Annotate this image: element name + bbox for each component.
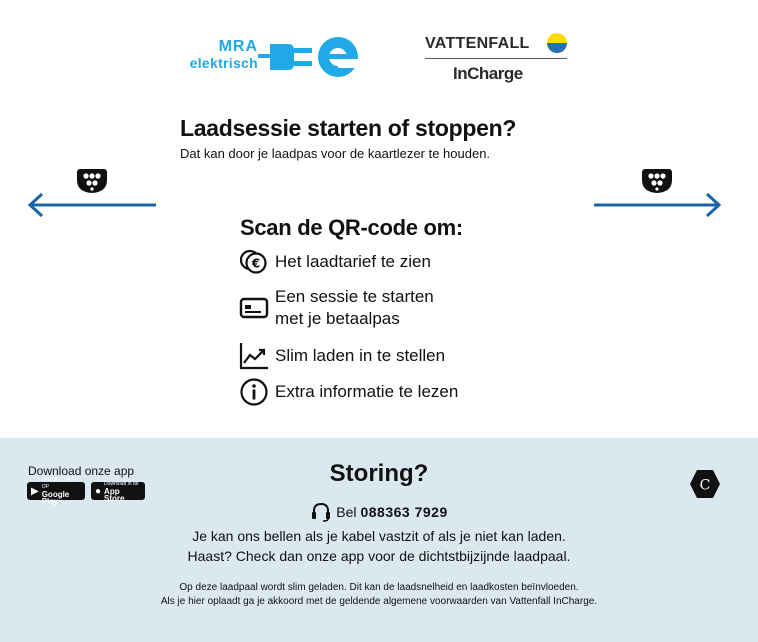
euro-coins-icon: [239, 247, 269, 277]
chart-icon: [239, 341, 269, 371]
qr-heading: Scan de QR-code om:: [240, 215, 463, 240]
mra-logo-text: [180, 38, 258, 72]
page-title: Laadsessie starten of stoppen?: [180, 115, 517, 141]
svg-text:€: €: [251, 256, 261, 271]
google-play-big-text: Google Play: [41, 490, 70, 506]
app-store-small-text: Download in de: [104, 480, 139, 487]
page-subtitle: Dat kan door je laadpas voor de kaartlezer te houden.: [180, 146, 491, 161]
feature-item-smart-charging: [239, 341, 445, 371]
info-icon: [239, 377, 269, 407]
feature-item-start-session: [239, 286, 434, 330]
incharge-logo-text: InCharge: [453, 64, 523, 83]
feature-text-smart-charging: Slim laden in te stellen: [275, 346, 446, 365]
badge-letter: C: [699, 477, 711, 494]
disclaimer-line2: Als je hier oplaadt ga je akkoord met de geldende algemene voorwaarden van Vattenfall InCharge.: [160, 596, 598, 607]
feature-text-tariff: Het laadtarief te zien: [275, 252, 431, 271]
help-text-line1: Je kan ons bellen als je kabel vastzit of als je niet kan laden.: [192, 528, 566, 544]
mra-plug-logo-icon: [258, 34, 362, 82]
download-app-label: Download onze app: [28, 464, 135, 478]
vattenfall-logo-text: VATTENFALL: [425, 35, 530, 52]
app-store-big-text: App Store: [104, 486, 125, 503]
vattenfall-sun-icon: [546, 32, 568, 54]
headset-icon: [310, 502, 332, 522]
phone-prefix: Bel: [336, 504, 357, 520]
storing-title: Storing?: [329, 460, 429, 487]
mra-logo-line1: MRA: [218, 38, 258, 55]
feature-text-start-session: Een sessie te starten met je betaalpas: [275, 287, 434, 328]
feature-item-tariff: [239, 247, 431, 277]
right-arrow-icon: [592, 192, 724, 218]
disclaimer-line1: Op deze laadpaal wordt slim geladen. Dit kan de laadsnelheid en laadkosten beïnvloeden.: [179, 582, 579, 593]
feature-text-info: Extra informatie te lezen: [275, 382, 459, 401]
phone-row: [0, 502, 758, 522]
hexagon-badge-icon: [689, 469, 721, 499]
apple-icon: ●: [95, 485, 102, 497]
left-arrow-icon: [26, 192, 158, 218]
card-icon: [239, 293, 269, 323]
google-play-small-text: ONTDEK HET OP: [41, 477, 74, 490]
google-play-icon: ▶: [31, 485, 39, 497]
phone-number-link[interactable]: 088363 7929: [360, 504, 448, 520]
vattenfall-divider: [425, 58, 567, 59]
feature-item-info: [239, 377, 458, 407]
mra-logo-line2: elektrisch: [189, 55, 258, 71]
help-text-line2: Haast? Check dan onze app voor de dichtstbijzijnde laadpaal.: [187, 548, 571, 564]
